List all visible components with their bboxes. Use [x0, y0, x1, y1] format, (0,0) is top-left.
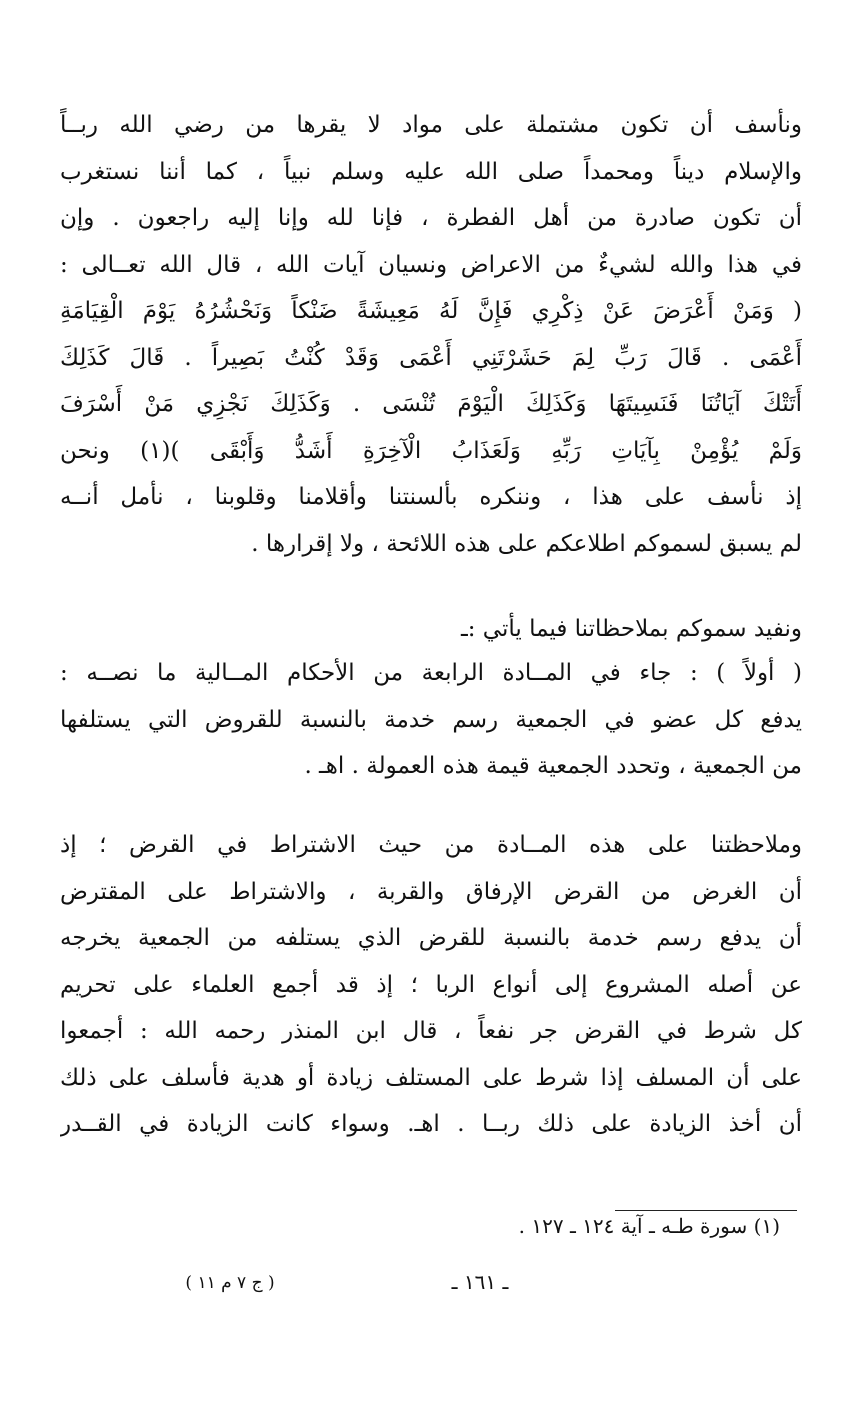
text-line: ونفيد سموكم بملاحظاتنا فيما يأتي :ـ [461, 616, 802, 642]
quran-verse-line: أَعْمَى . قَالَ رَبِّ لِمَ حَشَرْتَنِي أَعْمَى وَقَدْ كُنْتُ بَصِيراً . قَالَ كَذَلِكَ [60, 344, 802, 371]
text-line: على أن المسلف إذا شرط على المستلف زيادة أو هدية فأسلف على ذلك [60, 1064, 802, 1091]
quran-verse-line: وَلَمْ يُؤْمِنْ بِآيَاتِ رَبِّهِ وَلَعَذَابُ الْآخِرَةِ أَشَدُّ وَأَبْقَى )(١) ونحن [60, 437, 802, 464]
text-line: يدفع كل عضو في الجمعية رسم خدمة بالنسبة للقروض التي يستلفها [60, 706, 802, 733]
text-line: ونأسف أن تكون مشتملة على مواد لا يقرها من رضي الله ربــاً [60, 112, 802, 138]
text-line: أن الغرض من القرض الإرفاق والقربة ، والاشتراط على المقترض [60, 878, 802, 905]
footnote-divider [615, 1210, 797, 1211]
quran-verse-line: أَتَتْكَ آيَاتُنَا فَنَسِيتَهَا وَكَذَلِكَ الْيَوْمَ تُنْسَى . وَكَذَلِكَ نَجْزِي مَنْ أَسْرَفَ [60, 391, 802, 417]
text-line: كل شرط في القرض جر نفعاً ، قال ابن المنذر رحمه الله : أجمعوا [60, 1018, 802, 1044]
paragraph-first-article [60, 650, 802, 790]
printer-signature: ( ج ٧ م ١١ ) [185, 1273, 275, 1293]
text-line: إذ نأسف على هذا ، وننكره بألسنتنا وأقلامنا وقلوبنا ، نأمل أنــه [60, 484, 802, 510]
paragraph-notes-intro [60, 606, 802, 653]
text-line: ( أولاً ) : جاء في المــادة الرابعة من الأحكام المــالية ما نصــه : [60, 660, 802, 686]
text-line: والإسلام ديناً ومحمداً صلى الله عليه وسلم نبياً ، كما أننا نستغرب [60, 158, 802, 185]
paragraph-regret-quran [60, 102, 802, 567]
text-line: وملاحظتنا على هذه المــادة من حيث الاشتراط في القرض ؛ إذ [60, 832, 802, 858]
text-line: لم يسبق لسموكم اطلاعكم على هذه اللائحة ، ولا إقرارها . [251, 530, 802, 557]
text-line: في هذا والله لشيءٌ من الاعراض ونسيان آيات الله ، قال الله تعــالى : [60, 251, 802, 278]
text-line: أن يدفع رسم خدمة بالنسبة للقرض الذي يستلفه من الجمعية يخرجه [60, 925, 802, 951]
paragraph-first-observation [60, 822, 802, 1148]
quran-verse-line: ( وَمَنْ أَعْرَضَ عَنْ ذِكْرِي فَإِنَّ لَهُ مَعِيشَةً ضَنْكاً وَنَحْشُرُهُ يَوْمَ الْقِيَامَةِ [60, 298, 802, 324]
text-line: أن أخذ الزيادة على ذلك ربــا . اهـ. وسواء كانت الزيادة في القــدر [60, 1111, 802, 1137]
text-line: من الجمعية ، وتحدد الجمعية قيمة هذه العمولة . اهـ . [304, 753, 802, 779]
text-line: عن أصله المشروع إلى أنواع الربا ؛ إذ قد أجمع العلماء على تحريم [60, 971, 802, 998]
text-line: أن تكون صادرة من أهل الفطرة ، فإنا لله وإنا إليه راجعون . وإن [60, 205, 802, 231]
page-number: ـ ١٦١ ـ [451, 1270, 509, 1294]
footnote: (١) سورة طـه ـ آية ١٢٤ ـ ١٢٧ . [518, 1214, 780, 1238]
